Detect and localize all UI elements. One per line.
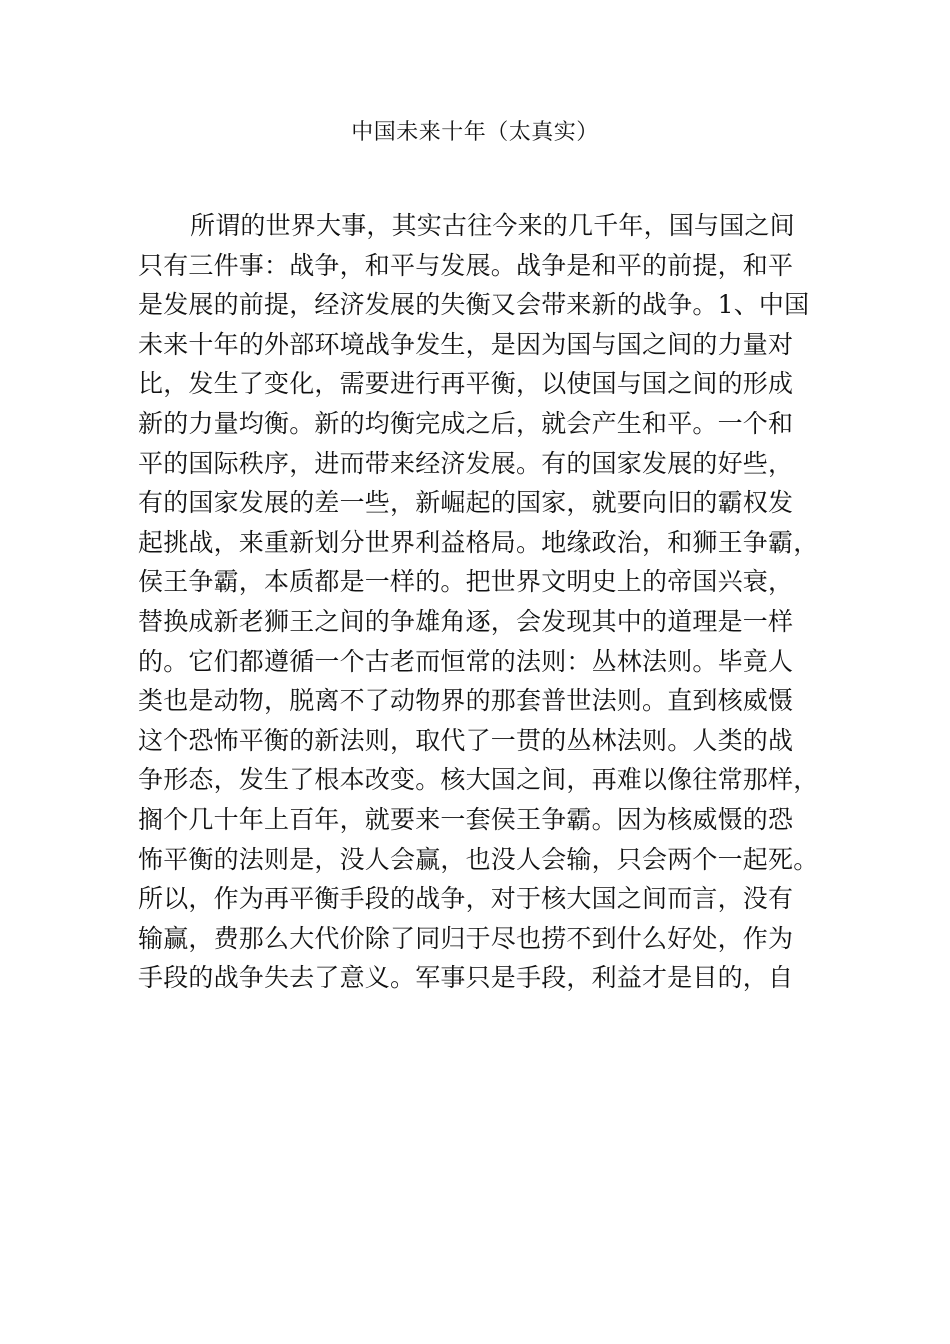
body-line: 起挑战，来重新划分世界利益格局。地缘政治，和狮王争霸， [138, 527, 819, 557]
document-title: 中国未来十年（太真实） [351, 120, 599, 145]
body-line: 争形态，发生了根本改变。核大国之间，再难以像往常那样， [138, 765, 819, 795]
body-line: 这个恐怖平衡的新法则，取代了一贯的丛林法则。人类的战 [138, 725, 794, 755]
body-line: 怖平衡的法则是，没人会赢，也没人会输，只会两个一起死。 [138, 844, 819, 874]
body-line: 所谓的世界大事，其实古往今来的几千年，国与国之间 [190, 211, 795, 240]
body-line: 侯王争霸，本质都是一样的。把世界文明史上的帝国兴衰， [138, 567, 794, 597]
body-line: 的。它们都遵循一个古老而恒常的法则：丛林法则。毕竟人 [138, 646, 794, 676]
body-line: 有的国家发展的差一些，新崛起的国家，就要向旧的霸权发 [138, 488, 794, 518]
body-line: 是发展的前提，经济发展的失衡又会带来新的战争。1、中国 [138, 290, 810, 320]
document-body [138, 206, 838, 998]
body-line: 新的力量均衡。新的均衡完成之后，就会产生和平。一个和 [138, 408, 794, 438]
body-line: 替换成新老狮王之间的争雄角逐，会发现其中的道理是一样 [138, 606, 794, 636]
body-line: 只有三件事：战争，和平与发展。战争是和平的前提，和平 [138, 250, 794, 280]
body-line: 手段的战争失去了意义。军事只是手段，利益才是目的，自 [138, 963, 794, 993]
body-line: 未来十年的外部环境战争发生，是因为国与国之间的力量对 [138, 329, 794, 359]
body-line: 比，发生了变化，需要进行再平衡，以使国与国之间的形成 [138, 369, 794, 399]
body-line: 搁个几十年上百年，就要来一套侯王争霸。因为核威慑的恐 [138, 804, 794, 834]
body-line: 所以，作为再平衡手段的战争，对于核大国之间而言，没有 [138, 884, 794, 914]
body-line: 输赢，费那么大代价除了同归于尽也捞不到什么好处，作为 [138, 923, 794, 953]
body-line: 平的国际秩序，进而带来经济发展。有的国家发展的好些， [138, 448, 794, 478]
body-line: 类也是动物，脱离不了动物界的那套普世法则。直到核威慑 [138, 686, 794, 716]
